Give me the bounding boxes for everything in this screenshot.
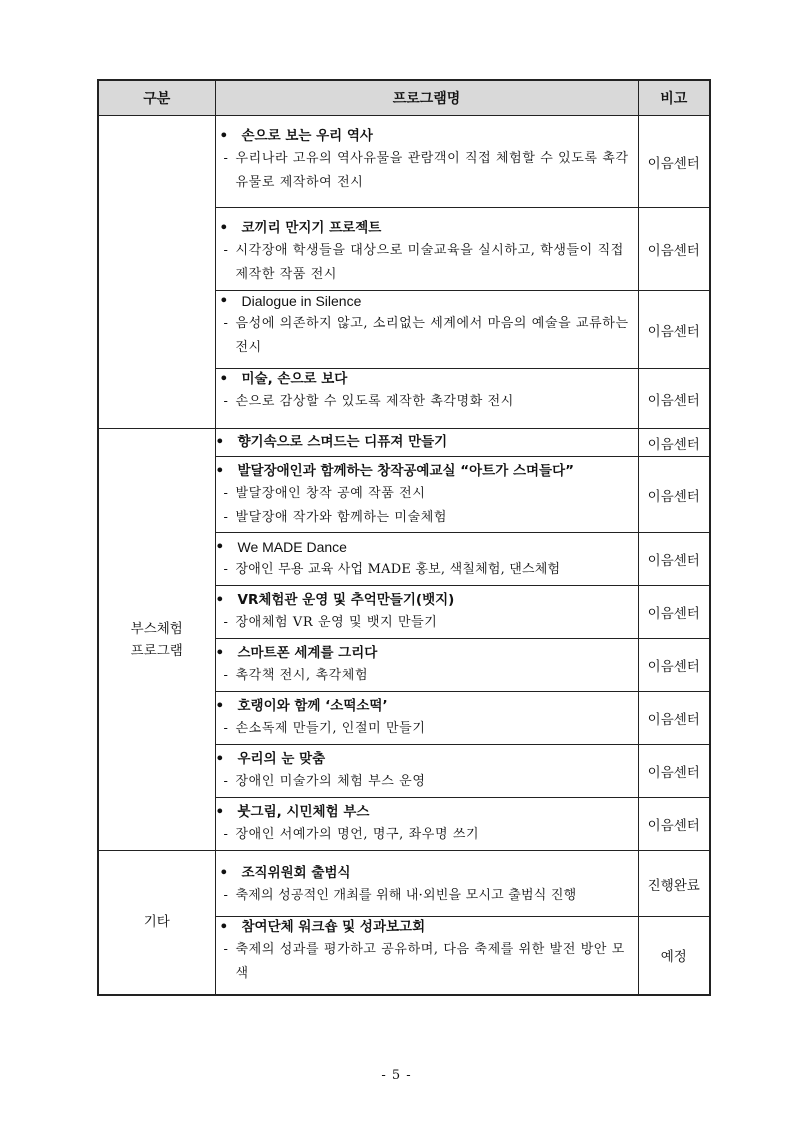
- note-cell: 이음센터: [638, 533, 710, 586]
- page-number: - 5 -: [381, 1068, 412, 1083]
- program-detail: - 장애인 미술가의 체험 부스 운영: [223, 774, 426, 789]
- header-note: 비고: [638, 80, 710, 116]
- bullet-icon: •: [219, 865, 229, 881]
- program-title: • 붓그림, 시민체험 부스: [216, 802, 638, 823]
- bullet-icon: •: [215, 592, 225, 608]
- program-title: • VR체험관 운영 및 추억만들기(뱃지): [216, 590, 638, 611]
- category-cell-booth: 부스체험 프로그램: [98, 429, 215, 851]
- table-row: [98, 429, 710, 457]
- bullet-icon: •: [215, 434, 225, 450]
- program-detail: - 장애인 서예가의 명언, 명구, 좌우명 쓰기: [223, 827, 480, 842]
- program-detail: - 우리나라 고유의 역사유물을 관람객이 직접 체험할 수 있도록 촉각유물로 제작하여 전시: [223, 151, 629, 190]
- program-title: • Dialogue in Silence: [216, 291, 638, 312]
- note-cell: 이음센터: [638, 429, 710, 457]
- program-detail: - 손으로 감상할 수 있도록 제작한 촉각명화 전시: [223, 394, 514, 409]
- header-program: 프로그램명: [215, 80, 638, 116]
- program-cell: [215, 851, 638, 917]
- program-detail: - 축제의 성공적인 개최를 위해 내·외빈을 모시고 출범식 진행: [223, 888, 577, 903]
- program-title: • 코끼리 만지기 프로젝트: [216, 218, 638, 239]
- program-cell: [215, 208, 638, 291]
- bullet-icon: •: [219, 919, 229, 935]
- program-cell: [215, 457, 638, 533]
- program-title: • We MADE Dance: [216, 537, 638, 558]
- note-cell: 이음센터: [638, 745, 710, 798]
- program-title: • 우리의 눈 맞춤: [216, 749, 638, 770]
- bullet-icon: •: [215, 645, 225, 661]
- bullet-icon: •: [215, 698, 225, 714]
- bullet-icon: •: [219, 371, 229, 387]
- bullet-icon: •: [215, 804, 225, 820]
- program-title: • 미술, 손으로 보다: [216, 369, 638, 390]
- program-title: • 참여단체 워크숍 및 성과보고회: [216, 917, 638, 938]
- program-cell: [215, 116, 638, 208]
- program-cell: [215, 369, 638, 429]
- note-cell: 진행완료: [638, 851, 710, 917]
- category-cell-blank: [98, 116, 215, 429]
- program-title: • 호랭이와 함께 ‘소떡소떡’: [216, 696, 638, 717]
- program-detail: - 장애체험 VR 운영 및 뱃지 만들기: [223, 615, 438, 630]
- note-cell: 이음센터: [638, 457, 710, 533]
- note-cell: 이음센터: [638, 692, 710, 745]
- program-title: • 발달장애인과 함께하는 창작공예교실 “아트가 스며들다”: [216, 461, 638, 482]
- program-detail: - 시각장애 학생들을 대상으로 미술교육을 실시하고, 학생들이 직접 제작한 작품 전시: [223, 243, 624, 282]
- table-header-row: [98, 80, 710, 116]
- program-detail: - 손소독제 만들기, 인절미 만들기: [223, 721, 426, 736]
- program-cell: [215, 692, 638, 745]
- table-row: [98, 851, 710, 917]
- program-cell: [215, 533, 638, 586]
- program-detail: - 장애인 무용 교육 사업 MADE 홍보, 색칠체험, 댄스체험: [223, 562, 561, 577]
- bullet-icon: •: [215, 539, 225, 555]
- note-cell: 이음센터: [638, 208, 710, 291]
- category-cell-etc: 기타: [98, 851, 215, 995]
- bullet-icon: •: [215, 751, 225, 767]
- program-cell: [215, 798, 638, 851]
- program-cell: [215, 639, 638, 692]
- program-cell: [215, 586, 638, 639]
- program-detail: - 촉각책 전시, 촉각체험: [223, 668, 369, 683]
- bullet-icon: •: [219, 293, 229, 309]
- program-detail: - 발달장애인 창작 공예 작품 전시: [223, 486, 426, 501]
- program-cell: [215, 917, 638, 995]
- program-table: [97, 79, 711, 996]
- program-detail: - 음성에 의존하지 않고, 소리없는 세계에서 마음의 예술을 교류하는 전시: [223, 316, 629, 355]
- note-cell: 이음센터: [638, 586, 710, 639]
- note-cell: 이음센터: [638, 369, 710, 429]
- bullet-icon: •: [215, 463, 225, 479]
- header-category: 구분: [98, 80, 215, 116]
- program-detail: - 축제의 성과를 평가하고 공유하며, 다음 축제를 위한 발전 방안 모색: [223, 942, 625, 981]
- note-cell: 예정: [638, 917, 710, 995]
- program-cell: [215, 429, 638, 457]
- program-detail: - 발달장애 작가와 함께하는 미술체험: [223, 510, 448, 525]
- bullet-icon: •: [219, 128, 229, 144]
- bullet-icon: •: [219, 220, 229, 236]
- program-title: • 손으로 보는 우리 역사: [216, 126, 638, 147]
- program-cell: [215, 745, 638, 798]
- note-cell: 이음센터: [638, 798, 710, 851]
- note-cell: 이음센터: [638, 291, 710, 369]
- program-title: • 향기속으로 스며드는 디퓨져 만들기: [216, 432, 638, 453]
- program-title: • 조직위원회 출범식: [216, 863, 638, 884]
- table-row: [98, 116, 710, 208]
- note-cell: 이음센터: [638, 116, 710, 208]
- program-cell: [215, 291, 638, 369]
- note-cell: 이음센터: [638, 639, 710, 692]
- program-title: • 스마트폰 세계를 그리다: [216, 643, 638, 664]
